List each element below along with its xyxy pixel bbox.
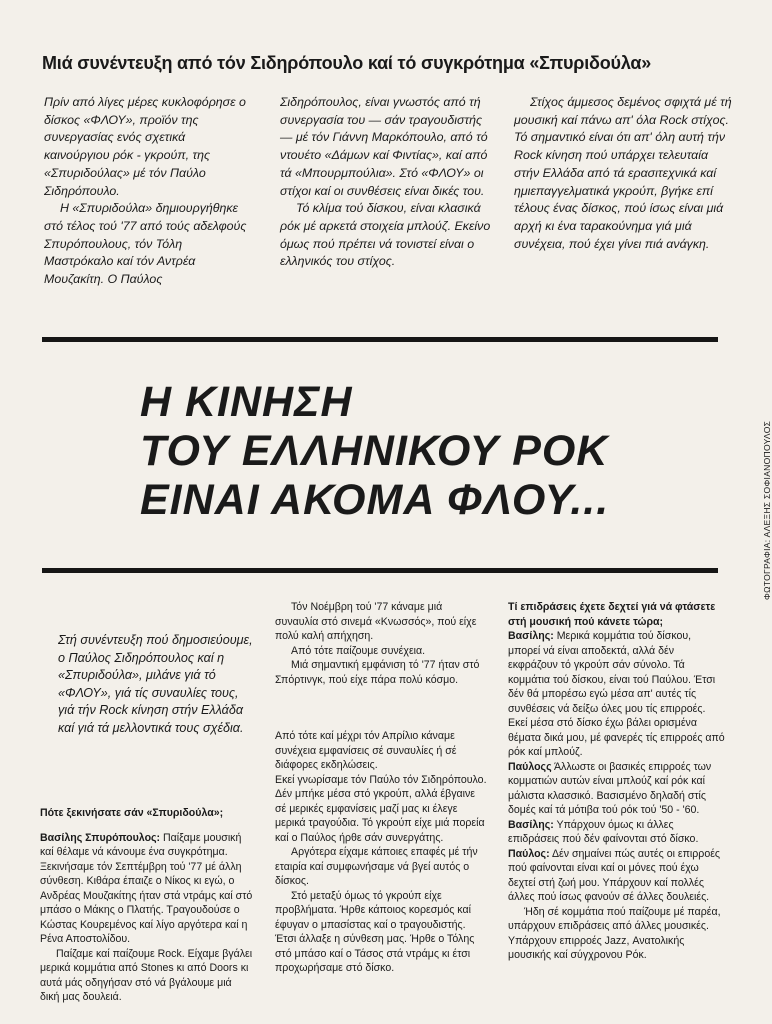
body-paragraph: Στό μεταξύ όμως τό γκρούπ είχε προβλήματα. Ήρθε κάποιος κορεσμός καί έφυγαν ο μπασίστας καί ο τραγουδιστής.	[275, 889, 471, 931]
body-paragraph: Έτσι άλλαξε η σύνθεση μας. Ήρθε ο Τόλης στό μπάσο καί ο Τάσος στά ντράμς κι έτσι προχωρήσαμε στό δίσκο.	[275, 933, 475, 974]
intro-paragraph: Τό σημαντικό είναι ότι απ' όλη αυτή τήν Rock κίνηση πού υπάρχει τελευταία στήν Ελλάδα από τά ερασιτεχνικά καί ημιεπαγγελματικά γκρούπ, βγήκε επί τέλους ένας δίσκος, πού ίσως είναι μιά αρχή κι ένα ταρακούνημα γιά μιά συνέχεια, πού έχει γίνει πιά ανάγκη.	[514, 130, 726, 251]
intro-paragraph: Στίχος άμμεσος δεμένος σφιχτά μέ τή μουσική καί πάνω απ' όλα Rock στίχος.	[514, 95, 732, 127]
answer-text: Άλλωστε οι βασικές επιρροές των κομματιών αυτών είναι μπλούζ καί ρόκ καί μάλιστα κλασσικό. Βασισμένο δηλαδή στίς δομές καί τά μότιβα τού ρόκ τού '50 - '60.	[508, 760, 712, 816]
speaker-name: Παύλος:	[508, 847, 550, 860]
intro-column-3	[514, 94, 732, 253]
answer-text: Υπάρχουν όμως κι άλλες επιδράσεις πού δέν φαίνονται στό δίσκο.	[508, 818, 699, 845]
intro-paragraph: Η «Σπυριδούλα» δημιουργήθηκε στό τέλος τού '77 από τούς αδελφούς Σπυρόπουλους, τόν Τόλη Μαστρόκαλο καί τόν Αντρέα Μουζακίτη. Ο Παύλος	[44, 201, 247, 287]
intro-paragraph: Τό κλίμα τού δίσκου, είναι κλασικά ρόκ μέ αρκετά στοιχεία μπλούζ. Εκείνο όμως πού πρέπει νά τονιστεί είναι ο ελληνικός του στίχος.	[280, 201, 491, 269]
interview-question: Πότε ξεκινήσατε σάν «Σπυριδούλα»;	[40, 807, 224, 819]
body-column-2	[275, 600, 487, 976]
body-paragraph: Τόν Νοέμβρη τού '77 κάναμε μιά συναυλία στό σινεμά «Κνωσσός», πού είχε πολύ καλή απήχηση.	[275, 601, 477, 642]
answer-text: Δέν σημαίνει πώς αυτές οι επιρροές πού φαίνονται είναι καί οι μόνες πού έχω δεχτεί στή ζωή μου. Υπάρχουν καί πολλές άλλες πού ίσως φανούν σέ άλλες δουλειές.	[508, 847, 721, 903]
speaker-name: Βασίλης Σπυρόπουλος:	[40, 831, 161, 844]
interview-answer	[508, 629, 726, 760]
interview-question: Τί επιδράσεις έχετε δεχτεί γιά νά φτάσετε στή μουσική πού κάνετε τώρα;	[508, 601, 716, 628]
body-paragraph: Από τότε καί μέχρι τόν Απρίλιο κάναμε συνέχεια εμφανίσεις σέ συναυλίες ή σέ διάφορες εκδηλώσεις.	[275, 730, 457, 771]
interview-answer	[508, 818, 726, 847]
article-headline: Μιά συνέντευξη από τόν Σιδηρόπουλο καί τό συγκρότημα «Σπυριδούλα»	[42, 53, 652, 73]
body-paragraph: Παίζαμε καί παίζουμε Rock. Είχαμε βγάλει μερικά κομμάτια από Stones κι από Doors κι αυτά μάς οδηγήσαν στό νά βγάλουμε μιά δική μας δουλειά.	[40, 947, 253, 1003]
photo-credit	[740, 380, 772, 600]
intro-column-1	[44, 94, 252, 289]
body-paragraph: Αργότερα είχαμε κάποιες επαφές μέ τήν εταιρία καί συμφωνήσαμε νά βγεί αυτός ο δίσκος.	[275, 846, 478, 887]
interview-answer	[508, 847, 726, 905]
body-paragraph: Από τότε παίζουμε συνέχεια.	[291, 644, 426, 657]
body-column-1	[40, 806, 254, 1005]
answer-text: Παίξαμε μουσική καί θέλαμε νά κάνουμε ένα συγκρότημα. Ξεκινήσαμε τόν Σεπτέμβρη τού '77 μέ άλλη σύνθεση. Κιθάρα έπαιζε ο Νίκος κι εγώ, ο Ανδρέας Μουζακίτης ήταν στά ντράμς καί στό μπάσο ο Μάκης ο Πλατής. Τραγουδούσε ο Κώστας Κουρεμένος καί λίγο αργότερα καί η Ρένα Αποστολίδου.	[40, 831, 253, 945]
interview-answer	[40, 831, 254, 947]
answer-text: Μερικά κομμάτια τού δίσκου, μπορεί νά είναι αποδεκτά, αλλά δέν εκφράζουν τό γκρούπ σάν σύνολο. Τά κομμάτια τού δίσκου, είναι τού Παύλου. Έτσι δέν θά μπορέσω εγώ μέσα απ' αυτές τίς συνθέσεις νά δείξω όλες μου τίς επιρροές. Εκεί μέσα στό δίσκο έχω βάλει ορισμένα θέματα δικά μου, μέ φανερές τίς επιρροές από ρόκ καί μπλούζ.	[508, 630, 725, 758]
body-paragraph: Εκεί γνωρίσαμε τόν Παύλο τόν Σιδηρόπουλο. Δέν μπήκε μέσα στό γκρούπ, αλλά έβγαινε σέ μερικές εμφανίσεις μαζί μας κι έλεγε μερικά τραγούδια. Τό γκρούπ είχε μιά πορεία καί ο Παύλος ήρθε σάν συνεργάτης.	[275, 773, 487, 844]
body-paragraph: Ήδη σέ κομμάτια πού παίζουμε μέ παρέα, υπάρχουν επιδράσεις από άλλες μουσικές. Υπάρχουν επιρροές Jazz, Ανατολικής μουσικής καί σύγχρονου Ρόκ.	[508, 905, 721, 961]
interview-answer	[508, 760, 726, 818]
intro-paragraph: Πρίν από λίγες μέρες κυκλοφόρησε ο δίσκος «ΦΛΟΥ», προϊόν της συνεργασίας ενός σχετικά καινούργιου ρόκ - γκρούπ, της «Σπυριδούλας» μέ τόν Παύλο Σιδηρόπουλο.	[44, 95, 246, 198]
article-title: Η ΚΙΝΗΣΗ ΤΟΥ ΕΛΛΗΝΙΚΟΥ ΡΟΚ ΕΙΝΑΙ ΑΚΟΜΑ ΦΛΟΥ...	[140, 378, 610, 524]
lead-paragraph: Στή συνέντευξη πού δημοσιεύουμε, ο Παύλος Σιδηρόπουλος καί η «Σπυριδούλα», μιλάνε γιά τό «ΦΛΟΥ», γιά τίς συναυλίες τους, γιά τήν Rock κίνηση στήν Ελλάδα καί γιά τά μελλοντικά τους σχέδια.	[58, 633, 253, 735]
top-divider	[42, 337, 718, 342]
speaker-name: Βασίλης:	[508, 818, 554, 831]
photo-credit-text: ΦΩΤΟΓΡΑΦΙΑ: ΑΛΕΞΗΣ ΣΟΦΙΑΝΟΠΟΥΛΟΣ	[762, 420, 772, 600]
body-column-3	[508, 600, 726, 963]
intro-column-2	[280, 94, 492, 271]
speaker-name: Βασίλης:	[508, 630, 554, 642]
intro-paragraph: Σιδηρόπουλος, είναι γνωστός από τή συνεργασία του — σάν τραγουδιστής — μέ τόν Γιάννη Μαρκόπουλο, από τό ντουέτο «Δάμων καί Φιντίας», καί από τά «Μπουρμπούλια». Στό «ΦΛΟΥ» οι στίχοι καί οι συνθέσεις είναι δικές του.	[280, 95, 488, 198]
body-paragraph: Μιά σημαντική εμφάνιση τό '77 ήταν στό Σπόρτινγκ, πού είχε πάρα πολύ κόσμο.	[275, 659, 480, 686]
speaker-name: Παύλοςς	[508, 760, 552, 773]
bottom-divider	[42, 568, 718, 573]
